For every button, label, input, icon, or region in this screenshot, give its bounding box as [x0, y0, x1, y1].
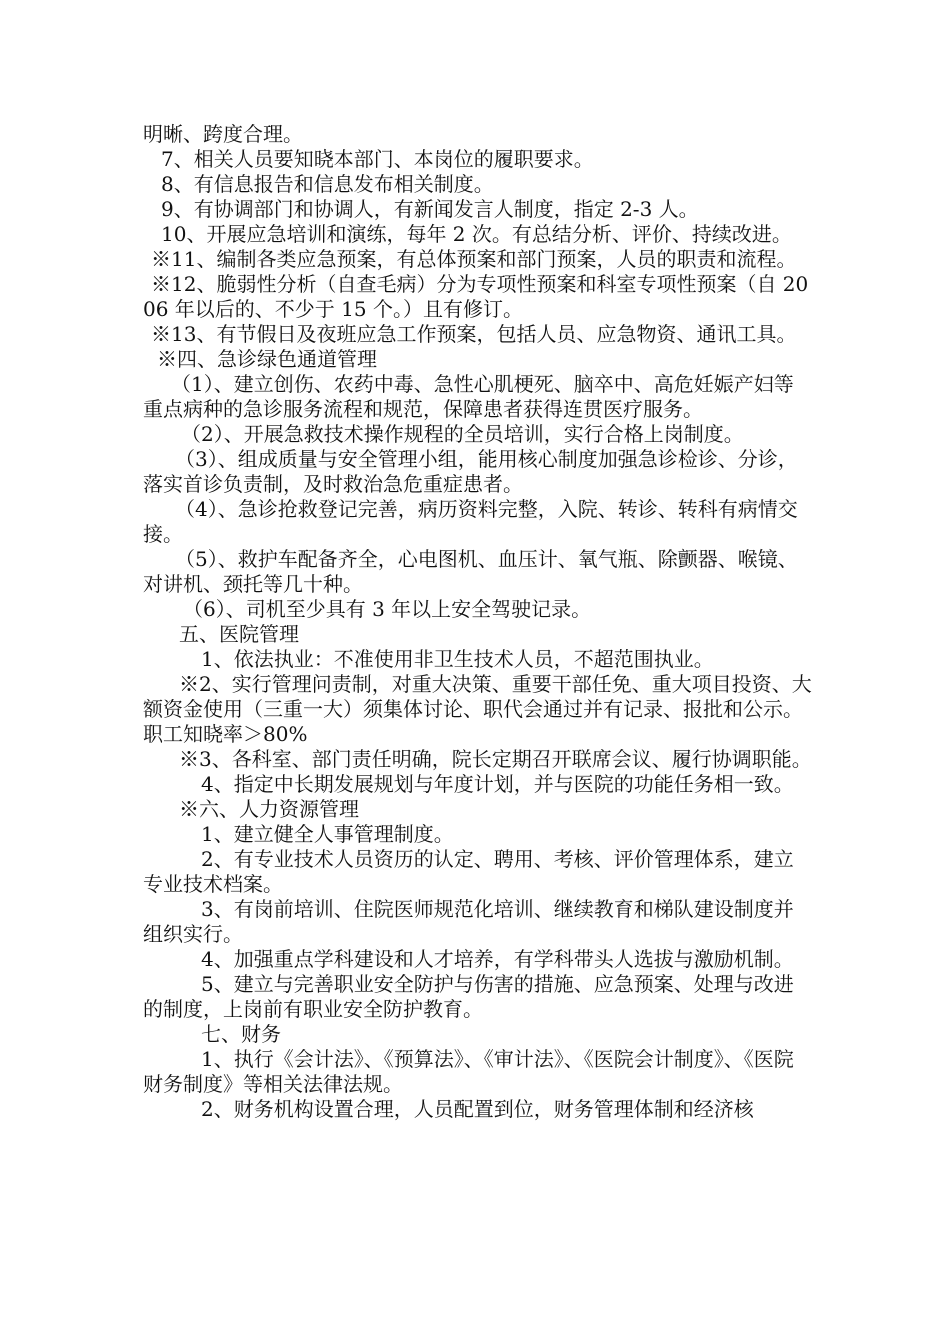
paragraph: 2、有专业技术人员资历的认定、聘用、考核、评价管理体系，建立专业技术档案。	[143, 847, 794, 896]
paragraph: （3）、组成质量与安全管理小组，能用核心制度加强急诊检诊、分诊，落实首诊负责制，及时救治急危重症患者。	[143, 447, 798, 496]
section-heading: 五、医院管理	[179, 622, 299, 646]
paragraph: （5）、救护车配备齐全，心电图机、血压计、氧气瓶、除颤器、喉镜、对讲机、颈托等几十种。	[143, 547, 798, 596]
paragraph: （1）、建立创伤、农药中毒、急性心肌梗死、脑卒中、高危妊娠产妇等重点病种的急诊服务流程和规范，保障患者获得连贯医疗服务。	[143, 372, 794, 421]
paragraph: 7、相关人员要知晓本部门、本岗位的履职要求。	[161, 147, 594, 171]
paragraph: （4）、急诊抢救登记完善，病历资料完整，入院、转诊、转科有病情交接。	[143, 497, 798, 546]
paragraph: 2、财务机构设置合理，人员配置到位，财务管理体制和经济核	[201, 1097, 754, 1121]
paragraph: 9、有协调部门和协调人，有新闻发言人制度，指定 2-3 人。	[161, 197, 699, 221]
paragraph: 10、开展应急培训和演练，每年 2 次。有总结分析、评价、持续改进。	[161, 222, 792, 246]
document-body	[143, 122, 813, 1122]
paragraph: 明晰、跨度合理。	[143, 122, 303, 146]
paragraph: （6）、司机至少具有 3 年以上安全驾驶记录。	[183, 597, 592, 621]
paragraph: 3、有岗前培训、住院医师规范化培训、继续教育和梯队建设制度并组织实行。	[143, 897, 794, 946]
section-heading: 七、财务	[201, 1022, 281, 1046]
section-heading: ※四、急诊绿色通道管理	[157, 347, 377, 371]
paragraph: ※11、编制各类应急预案，有总体预案和部门预案，人员的职责和流程。	[151, 247, 797, 271]
paragraph: ※13、有节假日及夜班应急工作预案，包括人员、应急物资、通讯工具。	[151, 322, 797, 346]
paragraph: ※3、各科室、部门责任明确，院长定期召开联席会议、履行协调职能。	[179, 747, 812, 771]
paragraph: ※2、实行管理问责制，对重大决策、重要干部任免、重大项目投资、大额资金使用（三重一大）须集体讨论、职代会通过并有记录、报批和公示。职工知晓率＞80%	[143, 672, 812, 746]
paragraph: 5、建立与完善职业安全防护与伤害的措施、应急预案、处理与改进的制度，上岗前有职业安全防护教育。	[143, 972, 794, 1021]
paragraph: 1、执行《会计法》、《预算法》、《审计法》、《医院会计制度》、《医院财务制度》等相关法律法规。	[143, 1047, 794, 1096]
paragraph: 4、加强重点学科建设和人才培养，有学科带头人选拔与激励机制。	[201, 947, 794, 971]
paragraph: 8、有信息报告和信息发布相关制度。	[161, 172, 494, 196]
paragraph: （2）、开展急救技术操作规程的全员培训，实行合格上岗制度。	[181, 422, 744, 446]
paragraph: 1、依法执业：不准使用非卫生技术人员，不超范围执业。	[201, 647, 714, 671]
section-heading: ※六、人力资源管理	[179, 797, 359, 821]
paragraph: ※12、脆弱性分析（自查毛病）分为专项性预案和科室专项性预案（自 2006 年以后的、不少于 15 个。）且有修订。	[143, 272, 809, 321]
paragraph: 4、指定中长期发展规划与年度计划，并与医院的功能任务相一致。	[201, 772, 794, 796]
paragraph: 1、建立健全人事管理制度。	[201, 822, 454, 846]
